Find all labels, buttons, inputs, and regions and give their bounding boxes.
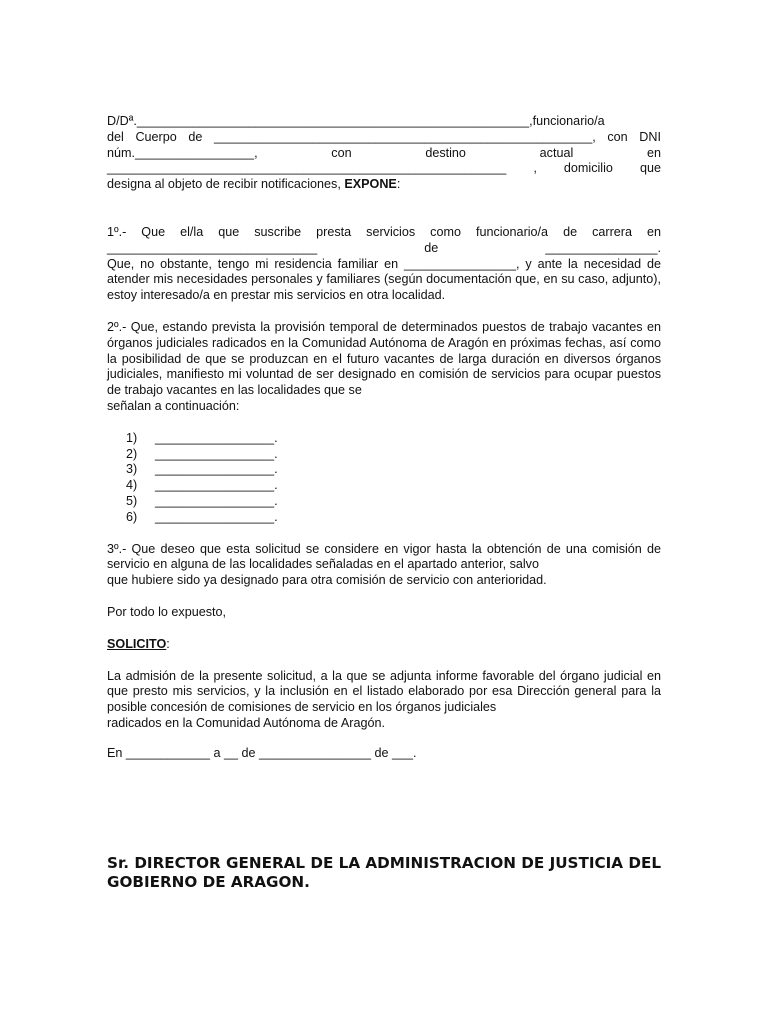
word-en: en xyxy=(647,145,662,160)
list-item xyxy=(126,462,661,478)
addressee-line-1: Sr. DIRECTOR GENERAL DE LA ADMINISTRACION DE JUSTICIA DEL xyxy=(107,854,662,872)
list-item xyxy=(126,478,661,494)
header-line-2: del Cuerpo de ______________________________________________________, con DNI xyxy=(107,129,661,144)
header-line-5-text: designa al objeto de recibir notificaciones, xyxy=(107,177,345,192)
list-item xyxy=(126,447,661,463)
addressee-block xyxy=(107,854,667,892)
expuesto-line: Por todo lo expuesto, xyxy=(107,604,227,619)
list-item xyxy=(126,494,661,510)
paragraph-1-line-2: ______________________________ de ________________. xyxy=(107,240,661,255)
solicito-heading xyxy=(107,637,661,653)
paragraph-2-text: 2º.- Que, estando prevista la provisión temporal de determinados puestos de trabajo vacantes en órganos judiciales radicados en la Comunidad Autónoma de Aragón en próximas fechas, así como la posibilidad de que se produzcan en el futuro vacantes de larga duración en diversos órganos judiciales, manifiesto mi voluntad de ser designado en comisión de servicios para ocupar puestos de trabajo vacantes en las localidades que se xyxy=(107,319,661,398)
header-block xyxy=(107,114,661,193)
header-line-4: _________________________________________________________ , domicilio que xyxy=(107,161,661,176)
paragraph-4 xyxy=(107,669,661,732)
word-actual: actual xyxy=(539,145,574,160)
paragraph-3-text: 3º.- Que deseo que esta solicitud se considere en vigor hasta la obtención de una comisión de servicio en alguna de las localidades señaladas en el apartado anterior, salvo xyxy=(107,541,661,572)
list-item-number: 4) xyxy=(126,478,138,493)
solicito-colon: : xyxy=(166,636,170,651)
list-item-blank: _________________. xyxy=(155,493,278,508)
localities-list xyxy=(126,431,661,526)
list-item xyxy=(126,431,661,447)
paragraph-1-rest: Que, no obstante, tengo mi residencia familiar en ________________, y ante la necesidad de atender mis necesidades personales y familiares (según documentación que, en su caso, adjunto), estoy interesado/a en prestar mis servicios en otra localidad. xyxy=(107,256,661,303)
solicito-label: SOLICITO xyxy=(107,636,167,651)
paragraph-3-last: que hubiere sido ya designado para otra comisión de servicio con anterioridad. xyxy=(107,573,547,588)
paragraph-4-last: radicados en la Comunidad Autónoma de Aragón. xyxy=(107,715,385,730)
paragraph-2 xyxy=(107,320,661,415)
date-line: En ____________ a __ de ________________ de ___. xyxy=(107,745,417,760)
paragraph-2-last: señalan a continuación: xyxy=(107,398,240,413)
expone-label: EXPONE xyxy=(344,177,397,192)
list-item-number: 1) xyxy=(126,430,138,445)
list-item-number: 3) xyxy=(126,462,138,477)
header-line-1: D/Dª.________________________________________________________,funcionario/a xyxy=(107,114,605,128)
document-body xyxy=(107,114,661,762)
header-line-3 xyxy=(107,146,661,162)
list-item-blank: _________________. xyxy=(155,430,278,445)
list-item-blank: _________________. xyxy=(155,509,278,524)
list-item-blank: _________________. xyxy=(155,462,278,477)
paragraph-4-text: La admisión de la presente solicitud, a la que se adjunta informe favorable del órgano judicial en que presto mis servicios, y la inclusión en el listado elaborado por esa Dirección general para la posible concesión de comisiones de servicio en los órganos judiciales xyxy=(107,668,661,715)
list-item-blank: _________________. xyxy=(155,446,278,461)
list-item-number: 6) xyxy=(126,509,138,524)
paragraph-1-line-1: 1º.- Que el/la que suscribe presta servicios como funcionario/a de carrera en xyxy=(107,224,661,239)
list-item xyxy=(126,510,661,526)
paragraph-3 xyxy=(107,542,661,589)
list-item-blank: _________________. xyxy=(155,478,278,493)
addressee-line-2: GOBIERNO DE ARAGON. xyxy=(107,873,310,891)
list-item-number: 2) xyxy=(126,446,138,461)
num-field: núm._________________, xyxy=(107,145,258,160)
word-con: con xyxy=(331,145,352,160)
header-line-5 xyxy=(107,177,661,193)
list-item-number: 5) xyxy=(126,493,138,508)
word-destino: destino xyxy=(425,145,466,160)
header-line-5-colon: : xyxy=(396,177,401,192)
paragraph-1 xyxy=(107,225,661,304)
